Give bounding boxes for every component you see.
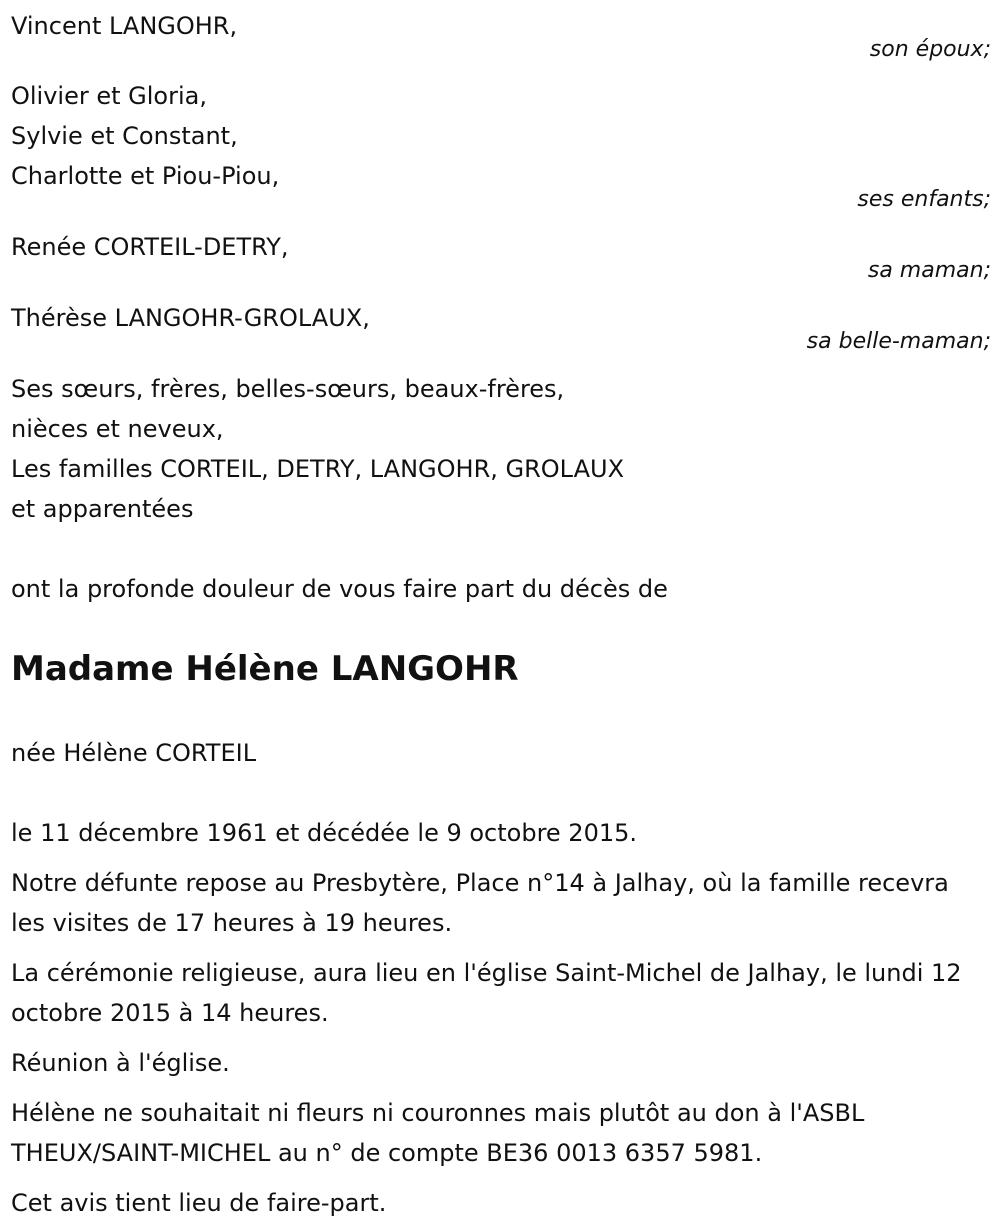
mother-role: sa maman; [867, 258, 991, 283]
visitation-paragraph: Notre défunte repose au Presbytère, Place n°14 à Jalhay, où la famille recevra les visites de 17 heures à 19 heures. [11, 869, 949, 937]
relatives-line: Ses sœurs, frères, belles-sœurs, beaux-frères, [11, 375, 565, 403]
other-relatives-block [11, 369, 991, 529]
child-line: Sylvie et Constant, [11, 122, 238, 150]
children-block [11, 76, 991, 212]
spouse-name: Vincent LANGOHR, [11, 12, 238, 40]
meeting-paragraph: Réunion à l'église. [11, 1049, 230, 1077]
spouse-block [11, 6, 991, 62]
donation-paragraph: Hélène ne souhaitait ni fleurs ni couronnes mais plutôt au don à l'ASBL THEUX/SAINT-MICHEL au n° de compte BE36 0013 6357 5981. [11, 1099, 865, 1167]
mother-name: Renée CORTEIL-DETRY, [11, 233, 289, 261]
mother-in-law-block [11, 298, 991, 354]
relatives-line: et apparentées [11, 495, 194, 523]
mother-in-law-name: Thérèse LANGOHR-GROLAUX, [11, 304, 370, 332]
spouse-role: son époux; [869, 37, 991, 62]
deceased-name: Madame Hélène LANGOHR [11, 649, 519, 689]
child-line: Olivier et Gloria, [11, 82, 207, 110]
mother-block [11, 227, 991, 283]
relatives-line: nièces et neveux, [11, 415, 224, 443]
child-line: Charlotte et Piou-Piou, [11, 162, 280, 190]
dates-paragraph: le 11 décembre 1961 et décédée le 9 octobre 2015. [11, 819, 638, 847]
birth-name: née Hélène CORTEIL [11, 739, 257, 767]
closing-paragraph: Cet avis tient lieu de faire-part. [11, 1189, 387, 1217]
obituary-notice [11, 0, 991, 1223]
children-role: ses enfants; [857, 187, 991, 212]
relatives-line: Les familles CORTEIL, DETRY, LANGOHR, GROLAUX [11, 455, 625, 483]
announcement-text: ont la profonde douleur de vous faire part du décès de [11, 575, 668, 603]
mother-in-law-role: sa belle-maman; [806, 329, 991, 354]
ceremony-paragraph: La cérémonie religieuse, aura lieu en l'église Saint-Michel de Jalhay, le lundi 12 octobre 2015 à 14 heures. [11, 959, 962, 1027]
